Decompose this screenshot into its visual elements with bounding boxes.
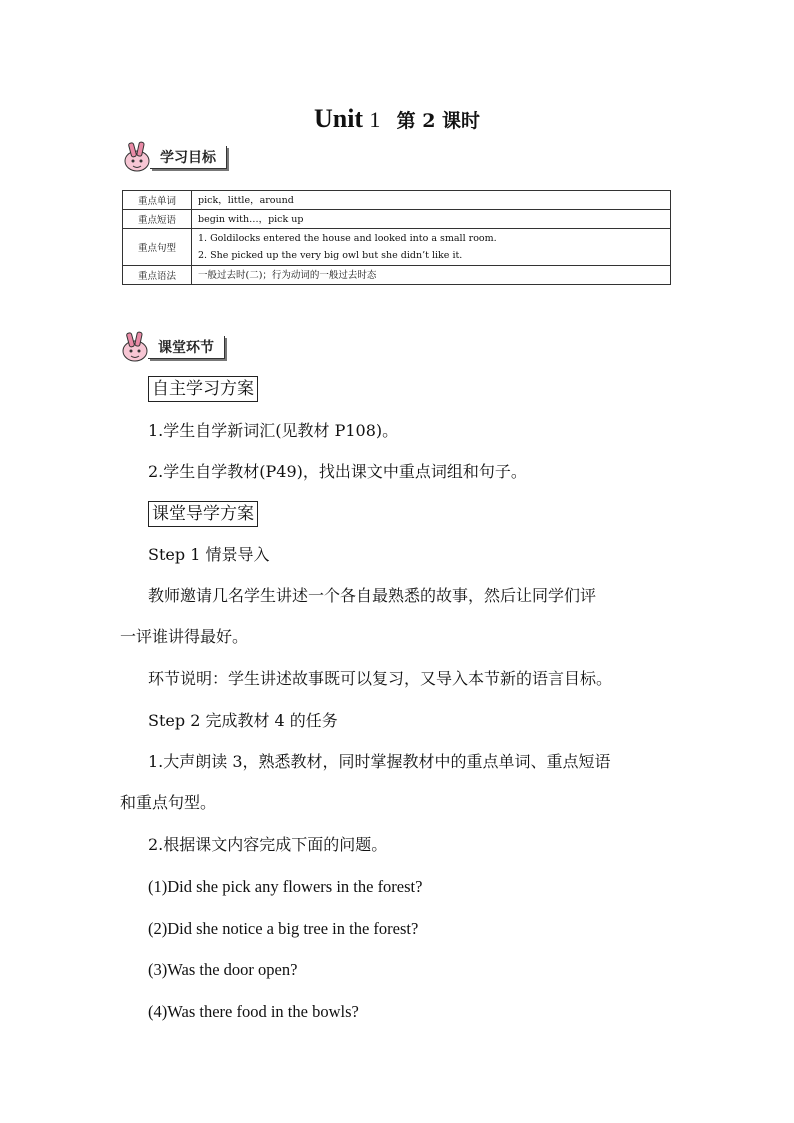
- section-guided-study: 课堂导学方案: [148, 501, 258, 527]
- table-row: [123, 229, 671, 266]
- title-unit: Unit: [313, 104, 364, 133]
- paragraph: 和重点句型。: [120, 793, 217, 812]
- goals-key-sentences: 重点句型: [123, 229, 192, 266]
- step-heading: Step 2 完成教材 4 的任务: [148, 711, 338, 730]
- goals-value-phrases: begin with…，pick up: [192, 210, 671, 229]
- goals-key-grammar: 重点语法: [123, 266, 192, 285]
- paragraph: 教师邀请几名学生讲述一个各自最熟悉的故事，然后让同学们评: [148, 586, 597, 605]
- table-row: [123, 210, 671, 229]
- goals-table: [122, 190, 671, 285]
- paragraph: 1.大声朗读 3，熟悉教材，同时掌握教材中的重点单词、重点短语: [148, 752, 611, 771]
- section-self-study: 自主学习方案: [148, 376, 258, 402]
- question: (1)Did she pick any flowers in the forest?: [148, 877, 423, 896]
- goals-key-words: 重点单词: [123, 191, 192, 210]
- paragraph: 环节说明：学生讲述故事既可以复习，又导入本节新的语言目标。: [148, 669, 613, 688]
- goals-value-grammar: 一般过去时(二)；行为动词的一般过去时态: [192, 266, 671, 285]
- pencil-mascot-icon: [120, 140, 154, 174]
- goals-key-phrases: 重点短语: [123, 210, 192, 229]
- title-unit-number: 1: [369, 107, 381, 132]
- learning-goals-banner: [120, 140, 227, 174]
- goals-value-words: pick，little，around: [192, 191, 671, 210]
- question: (2)Did she notice a big tree in the forest?: [148, 919, 419, 938]
- question: (3)Was the door open?: [148, 960, 298, 979]
- table-row: [123, 266, 671, 285]
- pencil-mascot-icon: [118, 330, 152, 364]
- title-lesson: 第 2 课时: [396, 110, 481, 132]
- paragraph: 1.学生自学新词汇(见教材 P108)。: [148, 421, 399, 440]
- learning-goals-label: 学习目标: [150, 146, 227, 169]
- page-title: [0, 104, 794, 134]
- table-row: [123, 191, 671, 210]
- classroom-label: 课堂环节: [148, 336, 225, 359]
- question: (4)Was there food in the bowls?: [148, 1002, 359, 1021]
- paragraph: 2.学生自学教材(P49)，找出课文中重点词组和句子。: [148, 462, 527, 481]
- step-heading: Step 1 情景导入: [148, 545, 270, 564]
- paragraph: 2.根据课文内容完成下面的问题。: [148, 835, 388, 854]
- paragraph: 一评谁讲得最好。: [120, 627, 249, 646]
- goals-value-sentences: 1. Goldilocks entered the house and looked into a small room. 2. She picked up the very big owl but she didn’t like it.: [192, 229, 671, 266]
- classroom-banner: [118, 330, 225, 364]
